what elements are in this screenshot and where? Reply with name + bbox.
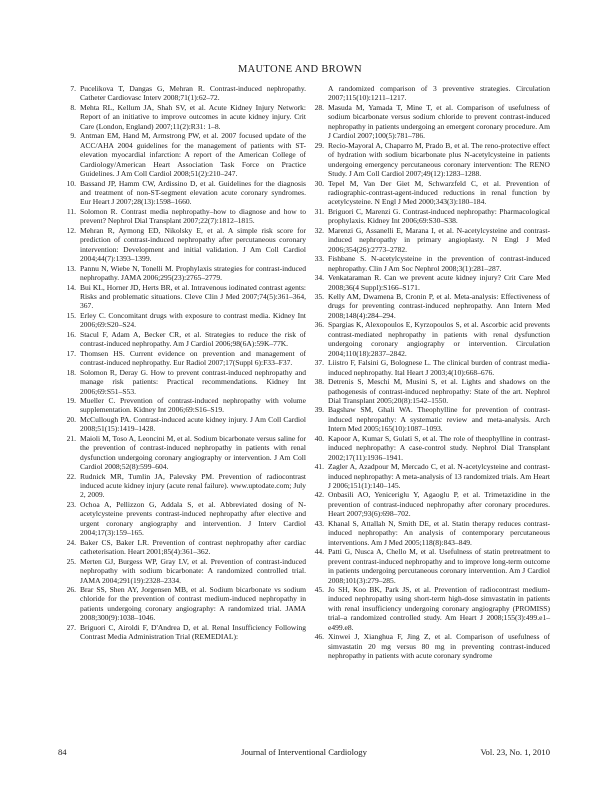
reference-text: Ochoa A, Pellizzon G, Addala S, et al. Abbreviated dosing of N-acetylcysteine prevents contrast-induced nephropathy after elective and urgent coronary angiography and intervention. J Interv Cardiol 2004;17(3):159–165.	[80, 499, 306, 538]
reference-number: 23.	[66, 499, 76, 509]
journal-name: Journal of Interventional Cardiology	[241, 747, 367, 757]
reference-item	[58, 84, 306, 103]
reference-item	[58, 396, 306, 415]
reference-number: 8.	[70, 102, 76, 112]
reference-item	[306, 434, 550, 462]
reference-number: 41.	[314, 462, 324, 472]
reference-item	[58, 131, 306, 178]
reference-text: Patti G, Nusca A, Chello M, et al. Usefulness of statin pretreatment to prevent contrast-induced nephropathy and to improve long-term outcome in patients undergoing percutaneous coronary intervention. Am J Cardiol 2008;101(3):279–285.	[328, 547, 550, 585]
reference-number: 43.	[314, 518, 324, 528]
reference-text: Bassand JP, Hamm CW, Ardissino D, et al. Guidelines for the diagnosis and treatment of non-ST-segment elevation acute coronary syndromes. Eur Heart J 2007;28(13):1598–1660.	[80, 178, 306, 207]
reference-number: 32.	[314, 225, 324, 235]
reference-text: Merten GJ, Burgess WP, Gray LV, et al. Prevention of contrast-induced nephropathy with sodium bicarbonate: A randomized controlled trial. JAMA 2004;291(19):2328–2334.	[80, 556, 306, 585]
reference-item	[58, 179, 306, 207]
reference-number: 9.	[70, 131, 76, 141]
reference-text: Kapoor A, Kumar S, Gulati S, et al. The role of theophylline in contrast-induced nephropathy: A case-control study. Nephrol Dial Transplant 2002;17(11):1936–1941.	[328, 433, 550, 462]
reference-number: 37.	[314, 358, 324, 368]
reference-text: Mehta RL, Kellum JA, Shah SV, et al. Acute Kidney Injury Network: Report of an initiative to improve outcomes in acute kidney injury. Crit Care (London, England) 2007;11(2):R31: 1–8.	[80, 102, 306, 131]
reference-item	[306, 462, 550, 490]
reference-number: 30.	[314, 178, 324, 188]
reference-text: Pannu N, Wiebe N, Tonelli M. Prophylaxis strategies for contrast-induced nephropathy. JAMA 2006;295(23):2765–2779.	[80, 263, 306, 283]
reference-item	[306, 226, 550, 254]
reference-text: Spargias K, Alexopoulos E, Kyrzopoulos S, et al. Ascorbic acid prevents contrast-mediated nephropathy in patients with renal dysfunction undergoing coronary angiography or intervention. Circulation 2004;110(18):2837–2842.	[328, 320, 550, 358]
reference-item	[58, 311, 306, 330]
reference-number: 35.	[314, 291, 324, 301]
reference-text: Marenzi G, Assanelli E, Marana I, et al. N-acetylcysteine and contrast-induced nephropathy in primary angioplasty. N Engl J Med 2006;354(26):2773–2782.	[328, 225, 550, 254]
reference-text: Erley C. Concomitant drugs with exposure to contrast media. Kidney Int 2006;69:S20–S24.	[80, 310, 306, 330]
reference-item	[58, 585, 306, 623]
reference-text: Bagshaw SM, Ghali WA. Theophylline for prevention of contrast-induced nephropathy: A systematic review and meta-analysis. Arch Intern Med 2005;165(10):1087–1093.	[328, 405, 550, 434]
reference-number: 24.	[66, 537, 76, 547]
reference-item	[306, 320, 550, 358]
reference-number: 14.	[66, 282, 76, 292]
reference-text: Recio-Mayoral A, Chaparro M, Prado B, et al. The reno-protective effect of hydration with sodium bicarbonate plus N-acetylcysteine in patients undergoing emergency percutaneous coronary intervention: The RENO Study. J Am Coll Cardiol 2007;49(12):1283–1288.	[328, 140, 550, 179]
reference-number: 39.	[314, 405, 324, 415]
reference-text: Baker CS, Baker LR. Prevention of contrast nephropathy after cardiac catheterisation. Heart 2001;85(4):361–362.	[80, 537, 306, 557]
reference-text: Zagler A, Azadpour M, Mercado C, et al. N-acetylcysteine and contrast-induced nephropathy: A meta-analysis of 13 randomized trials. Am Heart J 2006;151(1):140–145.	[328, 462, 550, 491]
reference-item	[58, 500, 306, 538]
reference-number: 42.	[314, 490, 324, 500]
reference-item	[58, 415, 306, 434]
reference-item	[58, 434, 306, 472]
reference-number: 44.	[314, 547, 324, 557]
reference-number: 45.	[314, 585, 324, 595]
reference-item	[306, 103, 550, 141]
reference-item	[306, 405, 550, 433]
reference-number: 29.	[314, 140, 324, 150]
reference-item	[58, 368, 306, 396]
volume-info: Vol. 23, No. 1, 2010	[480, 747, 550, 757]
reference-item	[58, 264, 306, 283]
reference-item	[306, 358, 550, 377]
reference-number: 20.	[66, 414, 76, 424]
reference-number: 33.	[314, 254, 324, 264]
reference-item	[306, 585, 550, 632]
reference-text: Tepel M, Van Der Giet M, Schwarzfeld C, et al. Prevention of radiographic-contrast-agent-induced reductions in renal function by acetylcysteine. N Engl J Med 2000;343(3):180–184.	[328, 178, 550, 207]
reference-number: 40.	[314, 433, 324, 443]
reference-text: Detrenis S, Meschi M, Musini S, et al. Lights and shadows on the pathogenesis of contrast-induced nephropathy: State of the art. Nephrol Dial Transplant 2005;20(8):1542–1550.	[328, 377, 550, 405]
reference-number: 16.	[66, 329, 76, 339]
page-number: 84	[58, 747, 67, 757]
reference-item	[306, 377, 550, 405]
reference-text: Briguori C, Airoldi F, D'Andrea D, et al. Renal Insufficiency Following Contrast Media Administration Trial (REMEDIAL):	[80, 622, 306, 642]
reference-text: Maioli M, Toso A, Leoncini M, et al. Sodium bicarbonate versus saline for the prevention of contrast-induced nephropathy in patients with renal dysfunction undergoing coronary angiography or intervention. J Am Coll Cardiol 2008;52(8):599–604.	[80, 433, 306, 472]
reference-item	[306, 273, 550, 292]
reference-number: 34.	[314, 273, 324, 283]
references-left-column	[58, 84, 306, 642]
reference-item	[58, 330, 306, 349]
reference-text: Masuda M, Yamada T, Mine T, et al. Comparison of usefulness of sodium bicarbonate versus sodium chloride to prevent contrast-induced nephropathy in patients undergoing an emergent coronary procedure. Am J Cardiol 2007;100(5):781–786.	[328, 102, 550, 141]
reference-text: Venkataraman R. Can we prevent acute kidney injury? Crit Care Med 2008;36(4 Suppl):S166–S171.	[328, 273, 550, 292]
reference-item	[306, 207, 550, 226]
reference-item	[306, 141, 550, 179]
reference-item	[58, 538, 306, 557]
reference-item	[306, 490, 550, 518]
reference-text: Liistro F, Falsini G, Bolognese L. The clinical burden of contrast media-induced nephropathy. Ital Heart J 2003;4(10):668–676.	[328, 358, 550, 377]
reference-text: Solomon R. Contrast media nephropathy–how to diagnose and how to prevent? Nephrol Dial Transplant 2007;22(7):1812–1815.	[80, 206, 306, 226]
references-right-column	[306, 84, 550, 661]
reference-number: 7.	[70, 84, 76, 93]
reference-text: Khanal S, Attallah N, Smith DE, et al. Statin therapy reduces contrast-induced nephropathy: An analysis of contemporary percutaneous interventions. Am J Med 2005;118(8):843–849.	[328, 518, 550, 547]
reference-number: 25.	[66, 556, 76, 566]
reference-text: Stacul F, Adam A, Becker CR, et al. Strategies to reduce the risk of contrast-induced nephropathy. Am J Cardiol 2006;98(6A):59K–77K.	[80, 329, 306, 349]
reference-item	[58, 283, 306, 311]
reference-item	[58, 349, 306, 368]
reference-text: Jo SH, Koo BK, Park JS, et al. Prevention of radiocontrast medium-induced nephropathy using short-term high-dose simvastatin in patients with renal insufficiency undergoing coronary angiography (PROMISS) trial–a randomized controlled study. Am Heart J 2008;155(3):499.e1–e499.e8.	[328, 585, 550, 632]
reference-number: 10.	[66, 178, 76, 188]
reference-number: 28.	[314, 102, 324, 112]
reference-item	[58, 623, 306, 642]
reference-item	[58, 207, 306, 226]
reference-text: Brar SS, Shen AY, Jorgensen MB, et al. Sodium bicarbonate vs sodium chloride for the prevention of contrast medium-induced nephropathy in patients undergoing coronary angiography: A randomized trial. JAMA 2008;300(9):1038–1046.	[80, 585, 306, 623]
reference-text: Thomsen HS. Current evidence on prevention and management of contrast-induced nephropathy. Eur Radiol 2007;17(Suppl 6):F33–F37.	[80, 348, 306, 368]
reference-text: Mueller C. Prevention of contrast-induced nephropathy with volume supplementation. Kidney Int 2006;69:S16–S19.	[80, 395, 306, 415]
reference-number: 18.	[66, 367, 76, 377]
reference-text: Antman EM, Hand M, Armstrong PW, et al. 2007 focused update of the ACC/AHA 2004 guidelines for the management of patients with ST-elevation myocardial infarction: A report of the American College of Cardiology/American Heart Association Task Force on Practice Guidelines. J Am Coll Cardiol 2008;51(2):210–247.	[80, 131, 306, 179]
reference-item	[306, 292, 550, 320]
reference-item	[306, 519, 550, 547]
reference-number: 12.	[66, 225, 76, 235]
reference-number: 36.	[314, 320, 324, 330]
running-header: MAUTONE AND BROWN	[238, 64, 362, 75]
reference-number: 19.	[66, 395, 76, 405]
reference-item	[306, 84, 550, 103]
reference-item	[306, 179, 550, 207]
reference-number: 27.	[66, 622, 76, 632]
reference-number: 11.	[66, 206, 76, 216]
reference-text: Pucelikova T, Dangas G, Mehran R. Contrast-induced nephropathy. Catheter Cardiovasc Interv 2008;71(1):62–72.	[80, 84, 306, 103]
reference-text: Briguori C, Marenzi G. Contrast-induced nephropathy: Pharmacological prophylaxis. Kidney Int 2006;69:S30–S38.	[328, 206, 550, 226]
reference-text: Rudnick MR, Tumlin JA, Palevsky PM. Prevention of radiocontrast induced acute kidney injury (acute renal failure). www.uptodate.com; July 2, 2009.	[80, 471, 306, 500]
reference-item	[58, 226, 306, 264]
reference-number: 13.	[66, 263, 76, 273]
reference-number: 15.	[66, 310, 76, 320]
reference-text: Bui KL, Horner JD, Herts BR, et al. Intravenous iodinated contrast agents: Risks and problematic situations. Cleve Clin J Med 2007;74(5):361–364, 367.	[80, 282, 306, 311]
reference-number: 46.	[314, 632, 324, 642]
reference-text: Xinwei J, Xianghua F, Jing Z, et al. Comparison of usefulness of simvastatin 20 mg versus 80 mg in preventing contrast-induced nephropathy in patients with acute coronary syndrome	[328, 632, 550, 661]
reference-text: Fishbane S. N-acetylcysteine in the prevention of contrast-induced nephropathy. Clin J Am Soc Nephrol 2008;3(1):281–287.	[328, 254, 550, 273]
reference-text: Mehran R, Aymong ED, Nikolsky E, et al. A simple risk score for prediction of contrast-induced nephropathy after percutaneous coronary intervention: Development and initial validation. J Am Coll Cardiol 2004;44(7):1393–1399.	[80, 225, 306, 264]
reference-text: A randomized comparison of 3 preventive strategies. Circulation 2007;115(10):1211–1217.	[328, 84, 550, 103]
reference-item	[306, 547, 550, 585]
reference-item	[306, 632, 550, 660]
reference-number: 17.	[66, 348, 76, 358]
reference-item	[58, 103, 306, 131]
reference-text: Solomon R, Deray G. How to prevent contrast-induced nephropathy and manage risk patients: Practical recommendations. Kidney Int 2006;69:S51–S53.	[80, 367, 306, 396]
reference-item	[58, 472, 306, 500]
reference-number: 21.	[66, 433, 76, 443]
reference-item	[58, 557, 306, 585]
reference-item	[306, 254, 550, 273]
reference-text: McCullough PA. Contrast-induced acute kidney injury. J Am Coll Cardiol 2008;51(15):1419–1428.	[80, 414, 306, 434]
reference-number: 38.	[314, 377, 324, 387]
reference-number: 26.	[66, 585, 76, 595]
reference-text: Onbasili AO, Yeniceriglu Y, Agaoglu P, et al. Trimetazidine in the prevention of contrast-induced nephropathy after coronary procedures. Heart 2007;93(6):698–702.	[328, 490, 550, 519]
reference-number: 22.	[66, 471, 76, 481]
reference-text: Kelly AM, Dwamena B, Cronin P, et al. Meta-analysis: Effectiveness of drugs for preventing contrast-induced nephropathy. Ann Intern Med 2008;148(4):284–294.	[328, 291, 550, 320]
reference-number: 31.	[314, 206, 324, 216]
